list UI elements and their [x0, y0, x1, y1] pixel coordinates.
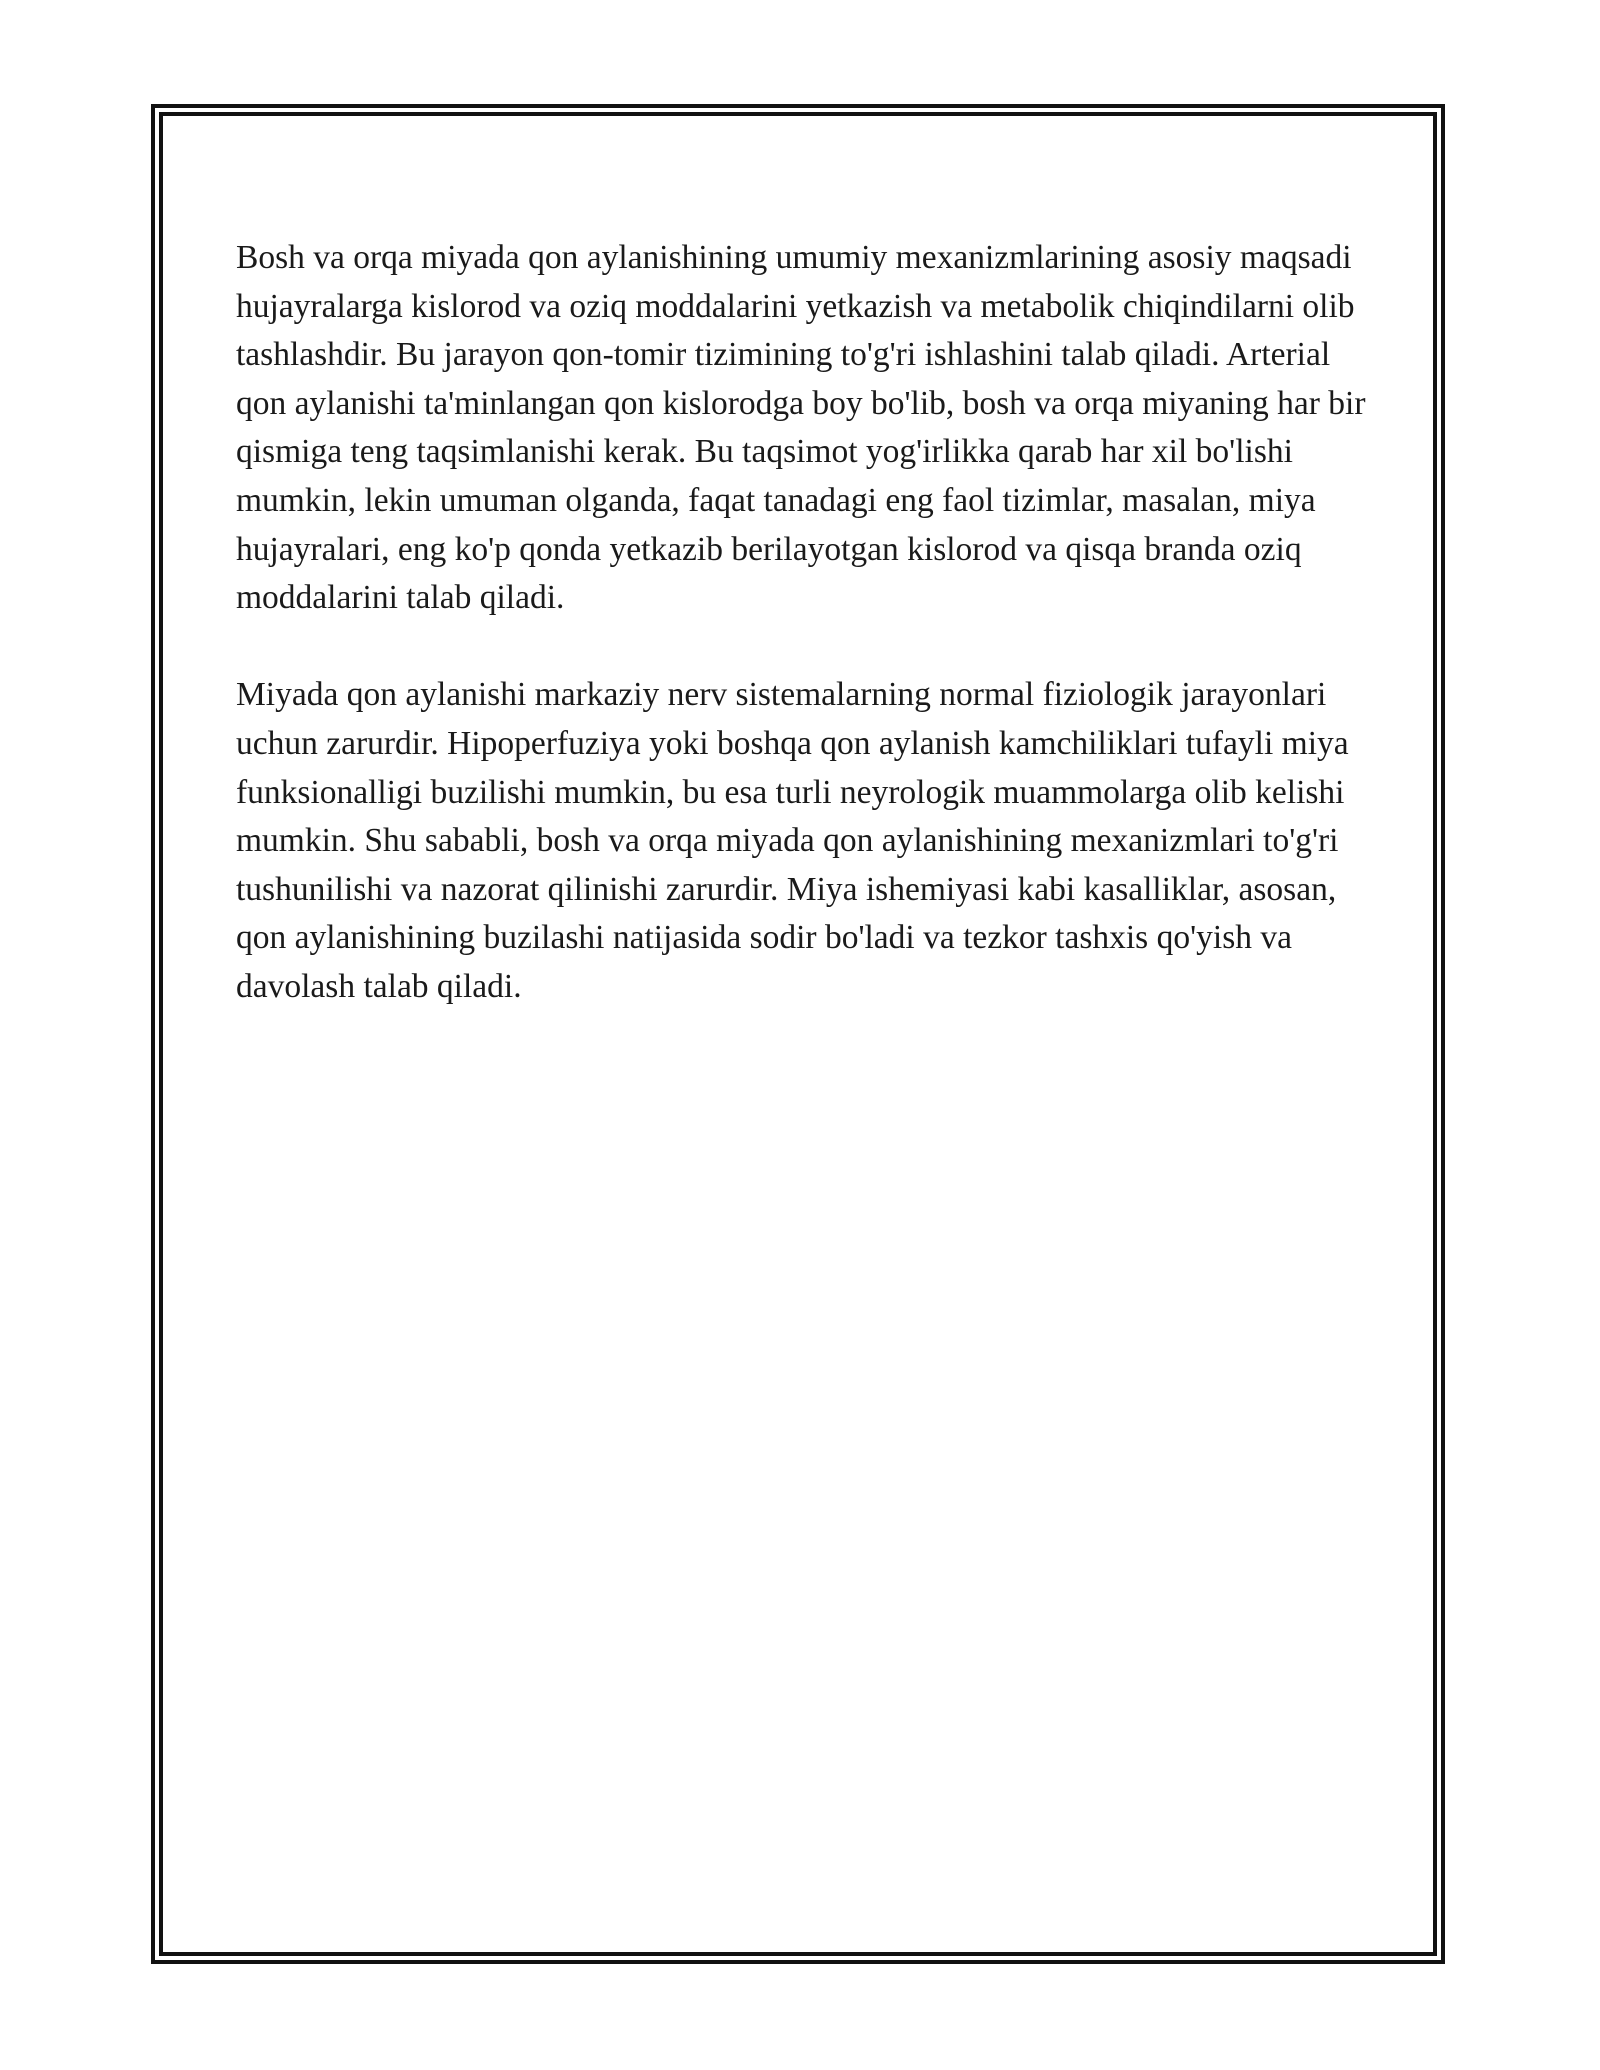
paragraph-2: Miyada qon aylanishi markaziy nerv sistemalarning normal fiziologik jarayonlari uchun zarurdir. Hipoperfuziya yoki boshqa qon aylanish kamchiliklari tufayli miya funksionalligi buzilishi mumkin, bu esa turli neyrologik muammolarga olib kelishi mumkin. Shu sababli, bosh va orqa miyada qon aylanishining mexanizmlari to'g'ri tushunilishi va nazorat qilinishi zarurdir. Miya ishemiyasi kabi kasalliklar, asosan, qon aylanishining buzilashi natijasida sodir bo'ladi va tezkor tashxis qo'yish va davolash talab qiladi.: [236, 676, 1349, 1005]
document-body: [236, 234, 1366, 1012]
paragraph-1: Bosh va orqa miyada qon aylanishining umumiy mexanizmlarining asosiy maqsadi hujayralarga kislorod va oziq moddalarini yetkazish va metabolik chiqindilarni olib tashlashdir. Bu jarayon qon-tomir tizimining to'g'ri ishlashini talab qiladi. Arterial qon aylanishi ta'minlangan qon kislorodga boy bo'lib, bosh va orqa miyaning har bir qismiga teng taqsimlanishi kerak. Bu taqsimot yog'irlikka qarab har xil bo'lishi mumkin, lekin umuman olganda, faqat tanadagi eng faol tizimlar, masalan, miya hujayralari, eng ko'p qonda yetkazib berilayotgan kislorod va qisqa branda oziq moddalarini talab qiladi.: [236, 239, 1366, 617]
